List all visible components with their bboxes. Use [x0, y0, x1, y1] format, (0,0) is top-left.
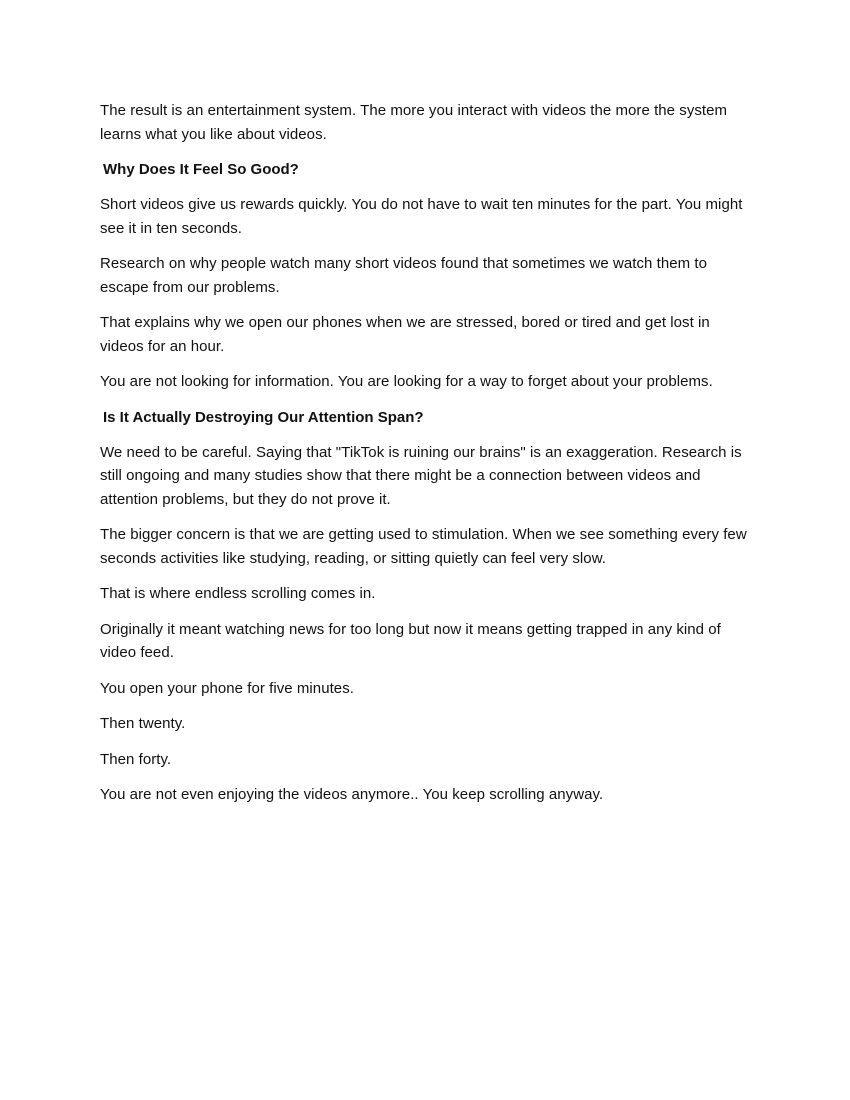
section1-paragraph: You are not looking for information. You are looking for a way to forget about your problems.: [100, 373, 713, 390]
section1-paragraph: That explains why we open our phones when we are stressed, bored or tired and get lost in videos for an hour.: [100, 314, 710, 355]
section1-paragraph: Short videos give us rewards quickly. You do not have to wait ten minutes for the part. You might see it in ten seconds.: [100, 196, 743, 237]
section2-paragraph: You are not even enjoying the videos anymore.. You keep scrolling anyway.: [100, 786, 604, 803]
section2-paragraph: The bigger concern is that we are getting used to stimulation. When we see something every few seconds activities like studying, reading, or sitting quietly can feel very slow.: [100, 526, 747, 567]
intro-paragraph: The result is an entertainment system. The more you interact with videos the more the system learns what you like about videos.: [100, 102, 728, 143]
section2-paragraph: Then forty.: [100, 750, 172, 768]
section2-paragraph: Then twenty.: [100, 715, 186, 732]
section-heading-why-feel-good: Why Does It Feel So Good?: [103, 161, 299, 178]
section2-paragraph: That is where endless scrolling comes in.: [100, 585, 376, 602]
section2-paragraph: You open your phone for five minutes.: [100, 679, 354, 697]
section1-paragraph: Research on why people watch many short videos found that sometimes we watch them to escape from our problems.: [100, 255, 708, 296]
section2-paragraph: We need to be careful. Saying that "TikTok is ruining our brains" is an exaggeration. Research is still ongoing and many studies show that there might be a connection between videos and attention problems, but they do not prove it.: [100, 443, 742, 508]
section2-paragraph: Originally it meant watching news for too long but now it means getting trapped in any kind of video feed.: [100, 620, 721, 661]
section-heading-attention-span: Is It Actually Destroying Our Attention Span?: [103, 408, 424, 426]
